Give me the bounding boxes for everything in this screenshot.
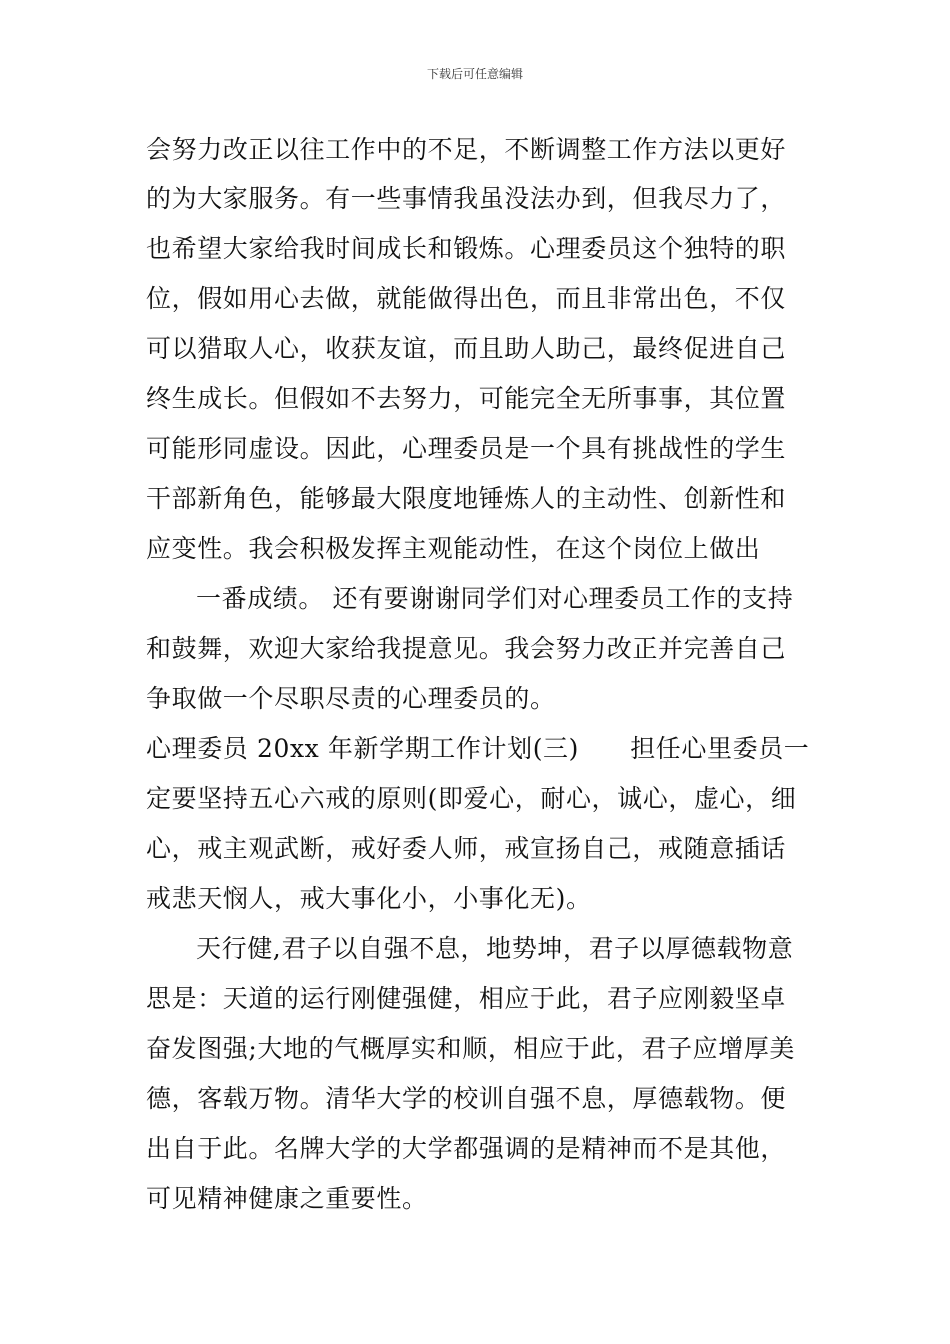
text-line: 干部新角色，能够最大限度地锤炼人的主动性、创新性和 bbox=[146, 484, 787, 513]
text-line: 终生成长。但假如不去努力，可能完全无所事事，其位置 bbox=[146, 384, 787, 413]
text-line: 位，假如用心去做，就能做得出色，而且非常出色，不仅 bbox=[146, 284, 787, 313]
text-line: 可能形同虚设。因此，心理委员是一个具有挑战性的学生 bbox=[146, 434, 787, 463]
text-line: 可见精神健康之重要性。 bbox=[146, 1184, 428, 1213]
text-line: 和鼓舞，欢迎大家给我提意见。我会努力改正并完善自己 bbox=[146, 634, 787, 663]
text-line: 出自于此。名牌大学的大学都强调的是精神而不是其他， bbox=[146, 1134, 787, 1163]
text-line-indented: 一番成绩。 还有要谢谢同学们对心理委员工作的支持 bbox=[196, 584, 794, 613]
section-title-line: 心理委员 20xx 年新学期工作计划(三) 担任心里委员一 bbox=[146, 734, 810, 763]
text-line-indented: 天行健,君子以自强不息，地势坤，君子以厚德载物意 bbox=[196, 934, 794, 963]
text-line: 定要坚持五心六戒的原则(即爱心，耐心，诚心，虚心，细 bbox=[146, 784, 797, 813]
text-line: 争取做一个尽职尽责的心理委员的。 bbox=[146, 684, 556, 713]
text-line: 心，戒主观武断，戒好委人师，戒宣扬自己，戒随意插话 bbox=[146, 834, 787, 863]
text-line: 会努力改正以往工作中的不足，不断调整工作方法以更好 bbox=[146, 135, 787, 164]
text-line: 戒悲天悯人，戒大事化小，小事化无)。 bbox=[146, 884, 592, 913]
text-line: 思是：天道的运行刚健强健，相应于此，君子应刚毅坚卓 bbox=[146, 984, 787, 1013]
page-header-note: 下载后可任意编辑 bbox=[426, 67, 523, 81]
text-line: 的为大家服务。有一些事情我虽没法办到，但我尽力了， bbox=[146, 184, 787, 213]
text-line: 可以猎取人心，收获友谊，而且助人助己，最终促进自己 bbox=[146, 334, 787, 363]
text-line: 奋发图强;大地的气概厚实和顺，相应于此，君子应增厚美 bbox=[146, 1034, 796, 1063]
text-line: 也希望大家给我时间成长和锻炼。心理委员这个独特的职 bbox=[146, 234, 787, 263]
text-line: 德，客载万物。清华大学的校训自强不息，厚德载物。便 bbox=[146, 1084, 787, 1113]
text-line: 应变性。我会积极发挥主观能动性，在这个岗位上做出 bbox=[146, 534, 761, 563]
